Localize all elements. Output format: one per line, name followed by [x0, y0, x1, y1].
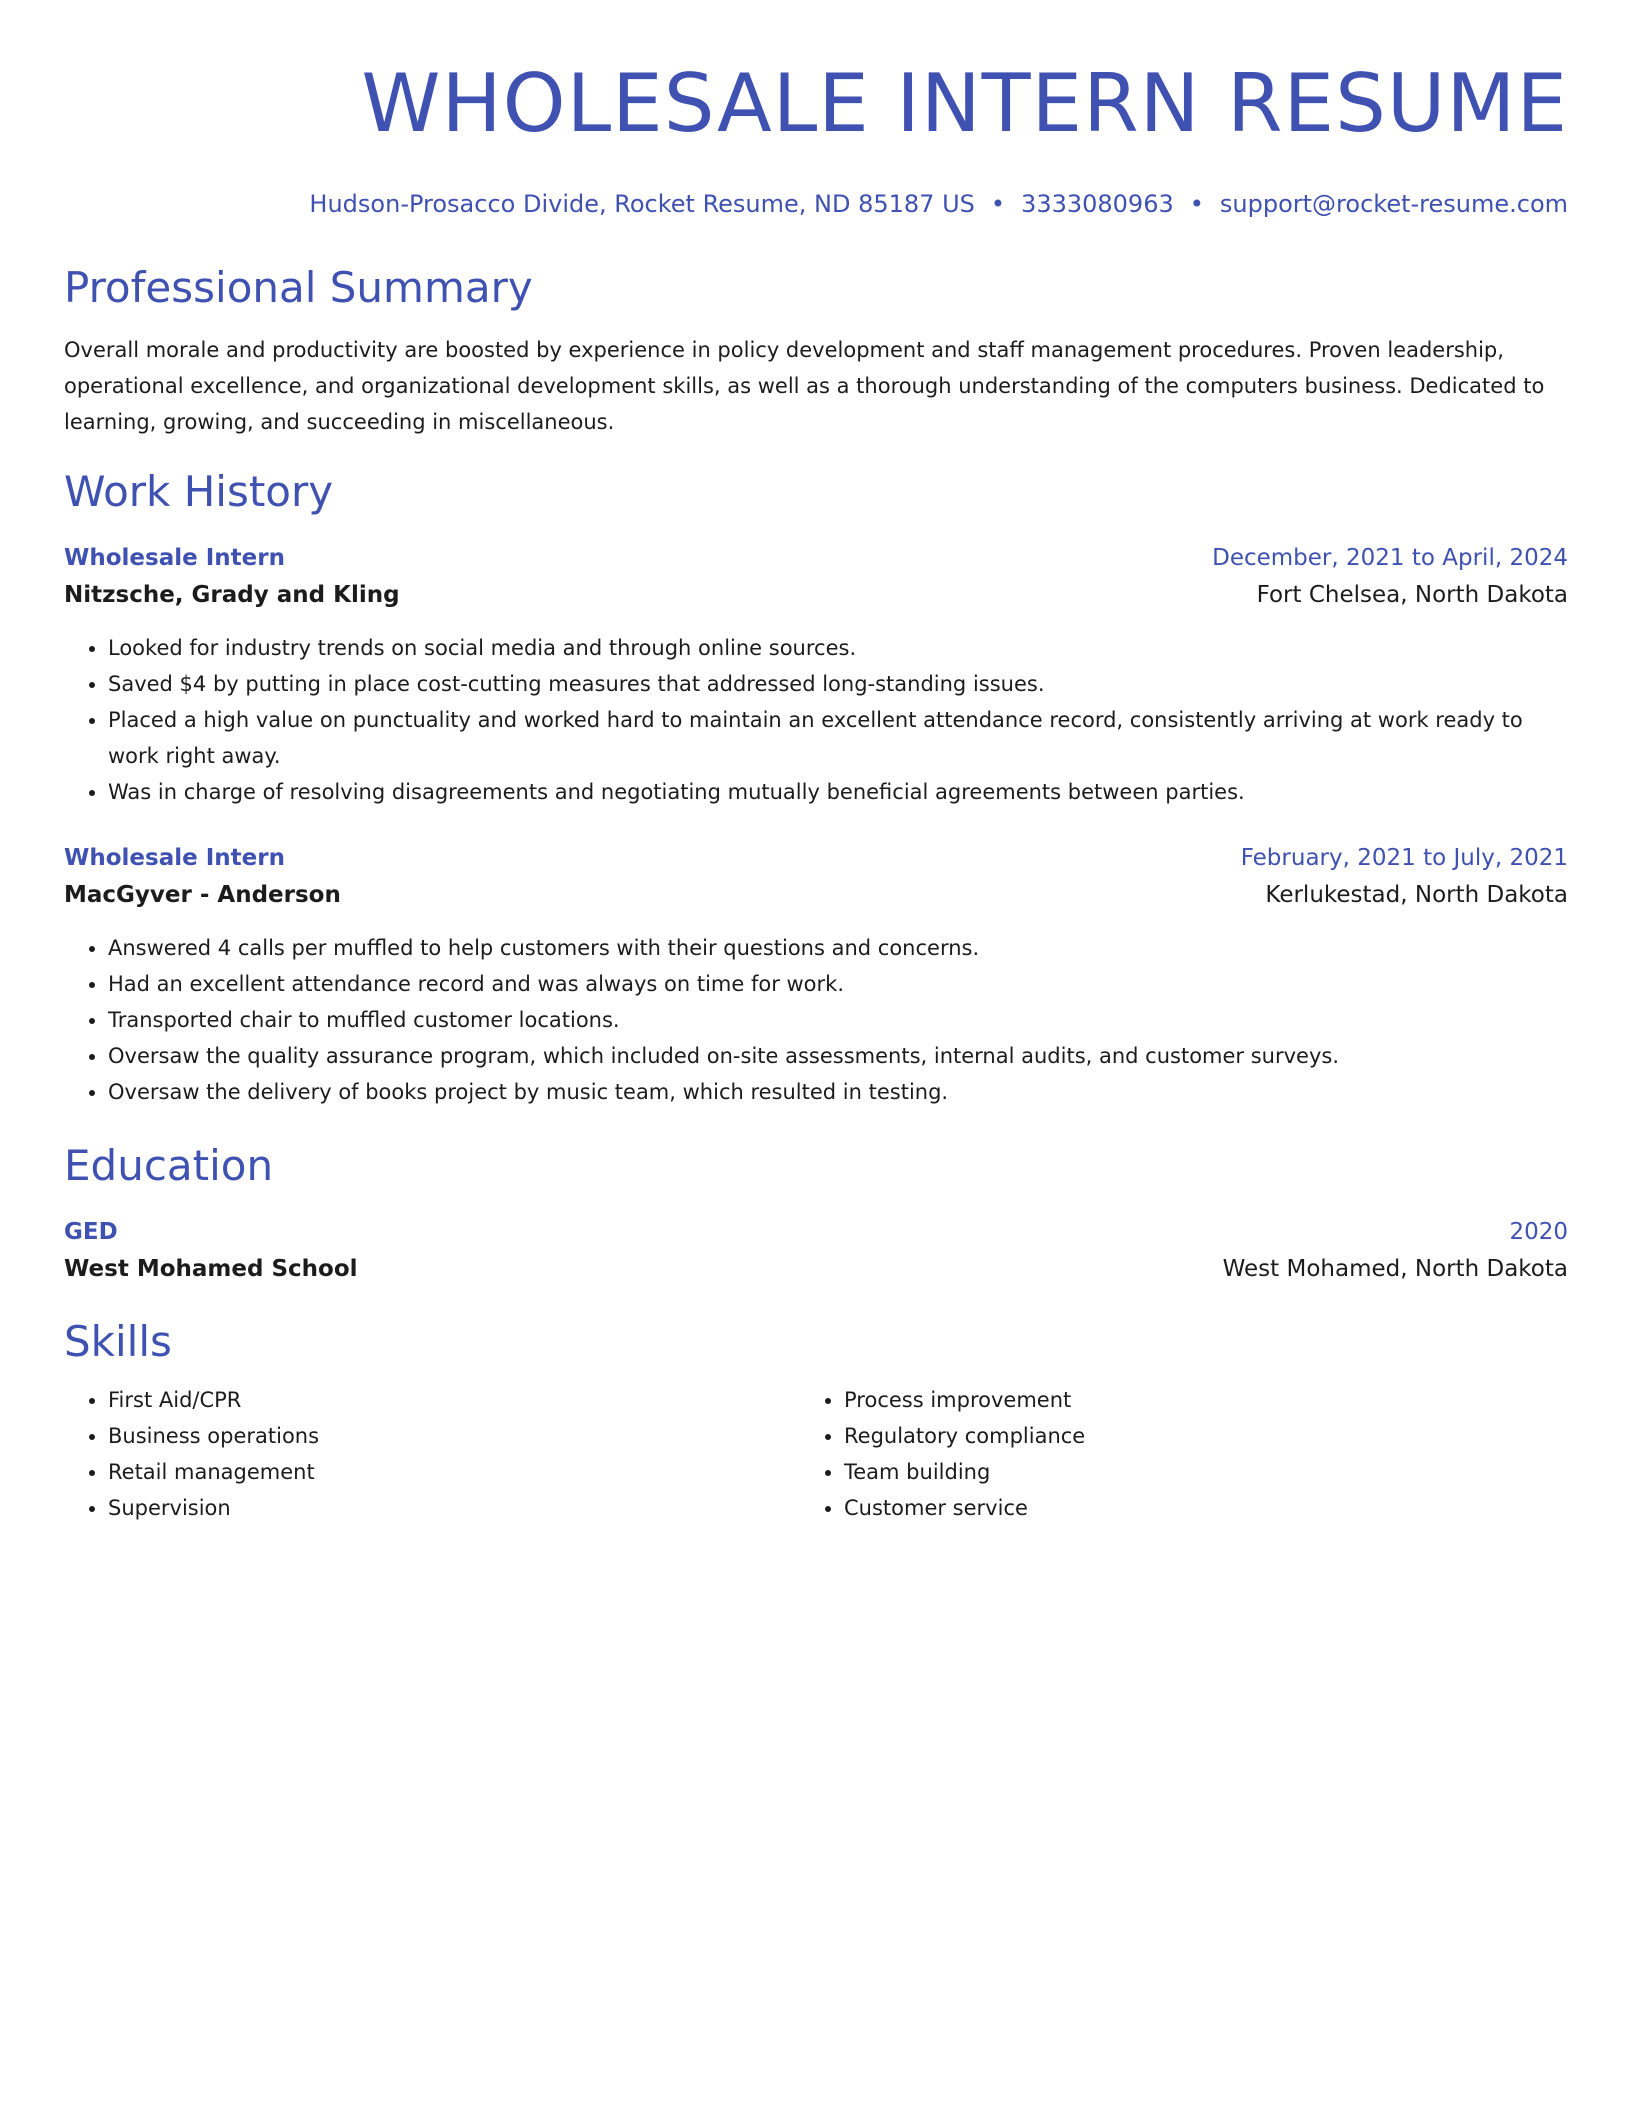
- section-title-education: Education: [64, 1141, 274, 1190]
- skill-item: • First Aid/CPR: [108, 1382, 800, 1418]
- resume-title: WHOLESALE INTERN RESUME: [361, 57, 1568, 150]
- job-title: Wholesale Intern: [64, 545, 285, 571]
- contact-address: Hudson-Prosacco Divide, Rocket Resume, ND 85187 US: [309, 190, 975, 218]
- education-header-row: [64, 1214, 1568, 1250]
- job-bullet: • Oversaw the delivery of books project by music team, which resulted in testing.: [108, 1074, 1568, 1110]
- contact-email: support@rocket-resume.com: [1219, 190, 1568, 218]
- education-year: 2020: [1509, 1219, 1568, 1245]
- education-location: West Mohamed, North Dakota: [1222, 1256, 1568, 1282]
- skills-column-left: [64, 1382, 800, 1526]
- summary-text: Overall morale and productivity are boosted by experience in policy development and staff management procedures. Proven leadership, operational excellence, and organizational development skills, as well as a thorough understanding of the computers business. Dedicated to learning, growing, and succeeding in miscellaneous.: [64, 338, 1545, 434]
- contact-line: [64, 188, 1568, 220]
- education-school: West Mohamed School: [64, 1256, 358, 1282]
- job-location: Fort Chelsea, North Dakota: [1256, 582, 1568, 608]
- skill-item: • Business operations: [108, 1418, 800, 1454]
- job-dates: February, 2021 to July, 2021: [1240, 845, 1568, 871]
- job-bullets: [64, 630, 1568, 810]
- job-bullet: • Answered 4 calls per muffled to help customers with their questions and concerns.: [108, 930, 1568, 966]
- skill-item: • Customer service: [844, 1490, 1536, 1526]
- job-company: MacGyver - Anderson: [64, 882, 341, 908]
- job-bullet: • Oversaw the quality assurance program, which included on-site assessments, internal audits, and customer surveys.: [108, 1038, 1568, 1074]
- job-bullet: • Saved $4 by putting in place cost-cutting measures that addressed long-standing issues.: [108, 666, 1568, 702]
- section-title-work-history: Work History: [64, 467, 334, 516]
- education-school-row: [64, 1250, 1568, 1288]
- job-bullet: • Had an excellent attendance record and was always on time for work.: [108, 966, 1568, 1002]
- job-title: Wholesale Intern: [64, 845, 285, 871]
- contact-separator: •: [990, 190, 1006, 218]
- job-bullet: • Transported chair to muffled customer locations.: [108, 1002, 1568, 1038]
- job-bullet: • Looked for industry trends on social media and through online sources.: [108, 630, 1568, 666]
- section-title-skills: Skills: [64, 1317, 172, 1366]
- job-bullets: [64, 930, 1568, 1110]
- contact-separator: •: [1189, 190, 1204, 218]
- job-company-row: [64, 876, 1568, 914]
- job-header-row: [64, 840, 1568, 876]
- job-bullet: • Placed a high value on punctuality and worked hard to maintain an excellent attendance record, consistently arriving at work ready to work right away.: [108, 702, 1568, 774]
- education-degree: GED: [64, 1219, 118, 1245]
- job-header-row: [64, 540, 1568, 576]
- skill-item: • Team building: [844, 1454, 1536, 1490]
- job-location: Kerlukestad, North Dakota: [1265, 882, 1568, 908]
- job-dates: December, 2021 to April, 2024: [1212, 545, 1568, 571]
- skill-item: • Supervision: [108, 1490, 800, 1526]
- job-entry: [64, 540, 1568, 810]
- section-title-summary: Professional Summary: [64, 263, 533, 312]
- skills-grid: [64, 1382, 1568, 1526]
- job-company-row: [64, 576, 1568, 614]
- skills-column-right: [800, 1382, 1536, 1526]
- job-bullet: • Was in charge of resolving disagreements and negotiating mutually beneficial agreements between parties.: [108, 774, 1568, 810]
- skill-item: • Retail management: [108, 1454, 800, 1490]
- job-entry: [64, 840, 1568, 1110]
- contact-phone: 3333080963: [1021, 190, 1174, 218]
- skill-item: • Regulatory compliance: [844, 1418, 1536, 1454]
- education-entry: [64, 1214, 1568, 1288]
- skill-item: • Process improvement: [844, 1382, 1536, 1418]
- job-company: Nitzsche, Grady and Kling: [64, 582, 400, 608]
